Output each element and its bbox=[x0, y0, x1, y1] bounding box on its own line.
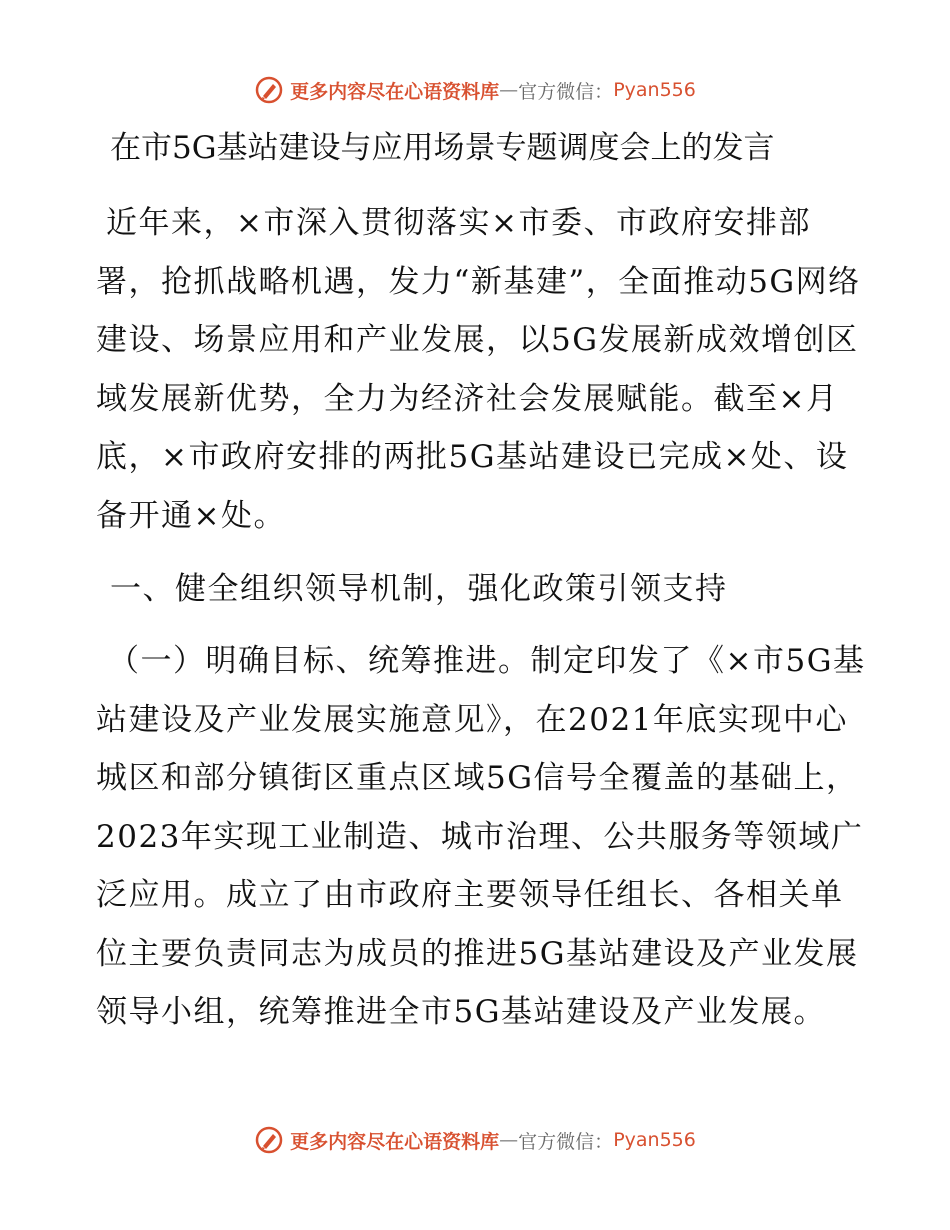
watermark-label: 官方微信： bbox=[518, 80, 614, 103]
watermark-separator: — bbox=[499, 1129, 519, 1151]
section-paragraph: （一）明确目标、统筹推进。制定印发了《×市5G基站建设及产业发展实施意见》，在2021年底实现中心城区和部分镇街区重点区域5G信号全覆盖的基础上，2023年实现工业制造、城市治理、公共服务等领域广泛应用。成立了由市政府主要领导任组长、各相关单位主要负责同志为成员的推进5G基站建设及产业发展领导小组，统筹推进全市5G基站建设及产业发展。 bbox=[96, 643, 866, 1030]
document-title: 在市5G基站建设与应用场景专题调度会上的发言 bbox=[110, 130, 775, 166]
watermark-main-text: 更多内容尽在心语资料库 bbox=[290, 1130, 500, 1153]
watermark-label: 官方微信： bbox=[518, 1130, 614, 1153]
watermark-wechat-id: Pyan556 bbox=[613, 79, 696, 101]
section-heading: 一、健全组织领导机制，强化政策引领支持 bbox=[110, 571, 728, 607]
pen-circle-logo-icon bbox=[254, 1125, 284, 1155]
intro-paragraph: 近年来，×市深入贯彻落实×市委、市政府安排部署，抢抓战略机遇，发力“新基建”，全面推动5G网络建设、场景应用和产业发展，以5G发展新成效增创区域发展新优势，全力为经济社会发展赋能。截至×月底，×市政府安排的两批5G基站建设已完成×处、设备开通×处。 bbox=[96, 205, 861, 534]
watermark-header bbox=[0, 70, 950, 110]
watermark-main-text: 更多内容尽在心语资料库 bbox=[290, 80, 500, 103]
watermark-separator: — bbox=[499, 79, 519, 101]
watermark-footer bbox=[0, 1120, 950, 1160]
pen-circle-logo-icon bbox=[254, 75, 284, 105]
watermark-wechat-id: Pyan556 bbox=[613, 1129, 696, 1151]
